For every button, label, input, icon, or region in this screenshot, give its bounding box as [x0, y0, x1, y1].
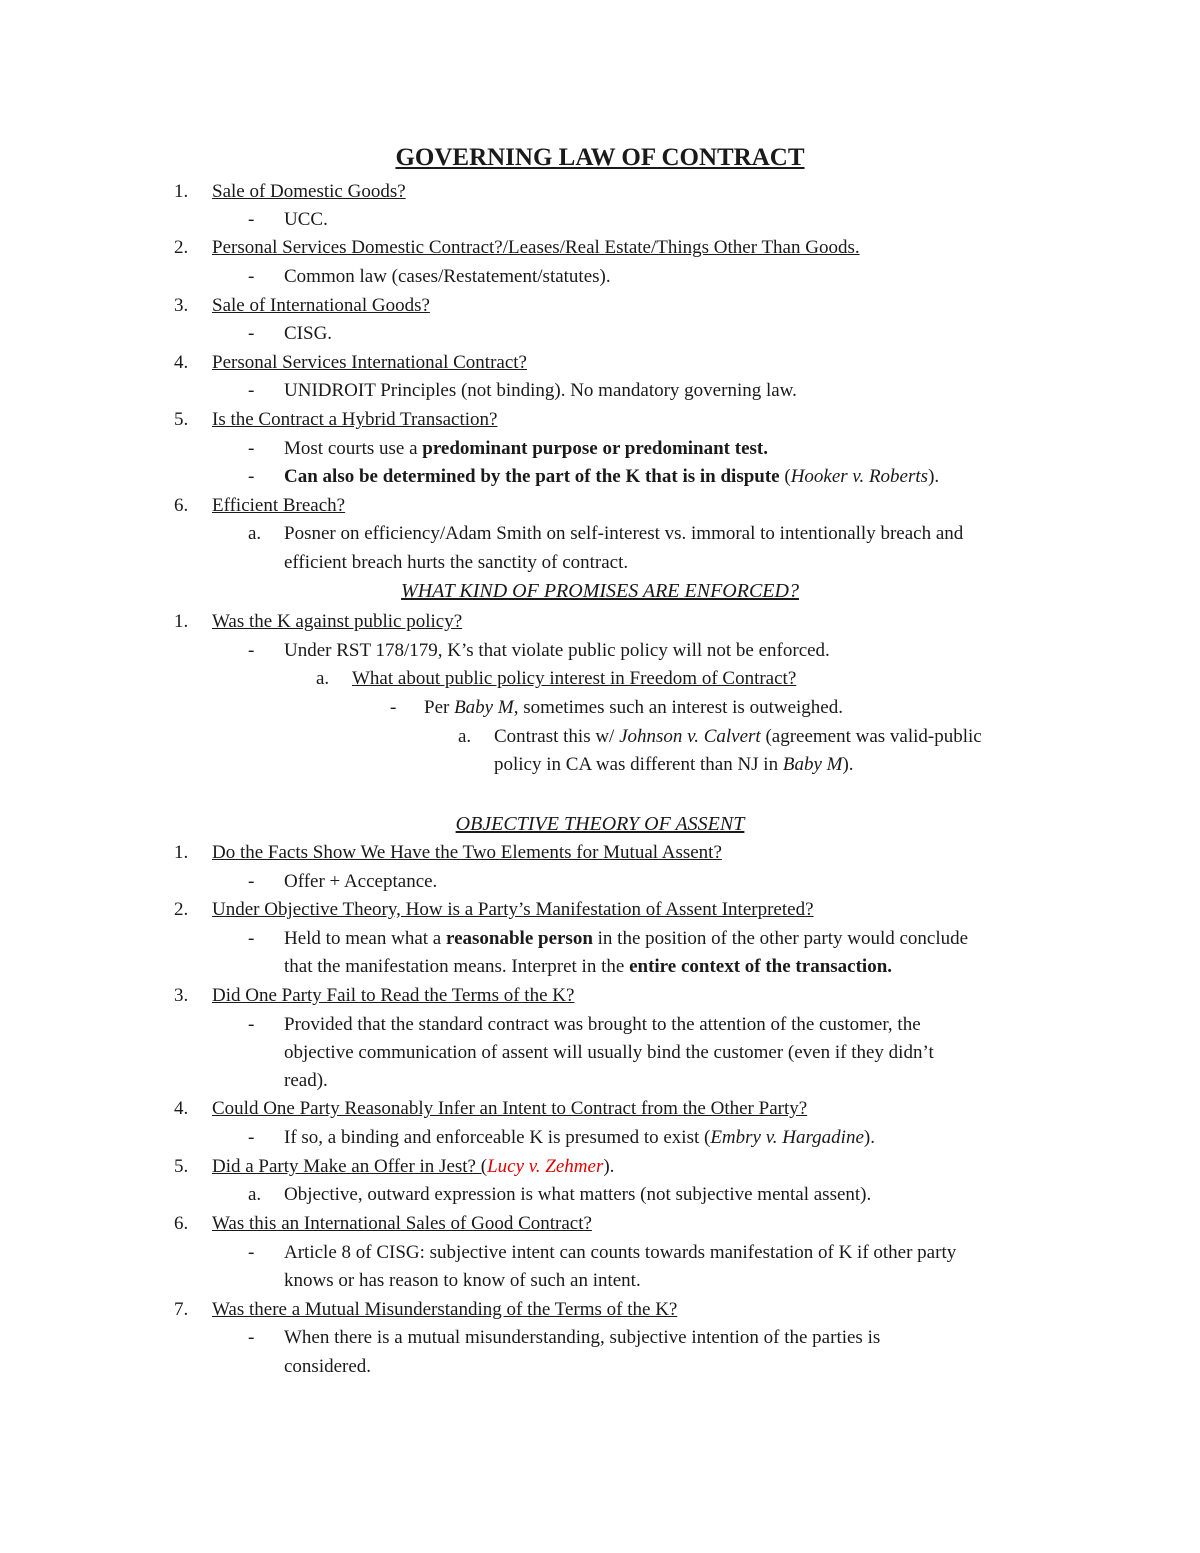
item-number: 7.: [174, 1299, 189, 1320]
question-heading: Did One Party Fail to Read the Terms of the K?: [212, 985, 575, 1006]
bullet-marker: -: [248, 928, 255, 949]
question-heading: Was there a Mutual Misunderstanding of the Terms of the K?: [212, 1299, 678, 1320]
item-number: 6.: [174, 495, 189, 516]
question-heading: Did a Party Make an Offer in Jest? (Lucy v. Zehmer).: [212, 1156, 615, 1177]
subitem-text: UCC.: [284, 209, 328, 230]
question-heading: Do the Facts Show We Have the Two Elements for Mutual Assent?: [212, 842, 722, 863]
subitem-text: Objective, outward expression is what matters (not subjective mental assent).: [284, 1184, 872, 1205]
subitem-text: When there is a mutual misunderstanding, subjective intention of the parties is: [284, 1327, 881, 1348]
bullet-marker: -: [248, 380, 255, 401]
subquestion-heading: What about public policy interest in Freedom of Contract?: [352, 668, 797, 689]
bullet-marker: a.: [248, 523, 262, 544]
bullet-marker: -: [248, 466, 255, 487]
bullet-marker: -: [248, 1127, 255, 1148]
subitem-text: Offer + Acceptance.: [284, 871, 438, 892]
subitem-text: Contrast this w/ Johnson v. Calvert (agreement was valid-public: [494, 726, 982, 747]
bullet-marker: -: [248, 640, 255, 661]
item-number: 1.: [174, 181, 189, 202]
bullet-marker: -: [248, 438, 255, 459]
section-heading: OBJECTIVE THEORY OF ASSENT: [455, 813, 745, 835]
bullet-marker: -: [248, 266, 255, 287]
question-heading: Is the Contract a Hybrid Transaction?: [212, 409, 498, 430]
question-heading: Was the K against public policy?: [212, 611, 463, 632]
case-citation: Baby M: [782, 754, 843, 775]
item-number: 1.: [174, 611, 189, 632]
item-number: 2.: [174, 237, 189, 258]
subitem-text: Common law (cases/Restatement/statutes).: [284, 266, 611, 287]
subitem-text: UNIDROIT Principles (not binding). No mandatory governing law.: [284, 380, 797, 401]
item-number: 3.: [174, 985, 189, 1006]
question-heading: Personal Services Domestic Contract?/Leases/Real Estate/Things Other Than Goods.: [212, 237, 860, 258]
question-heading: Sale of International Goods?: [212, 295, 430, 316]
subitem-text: Provided that the standard contract was brought to the attention of the customer, the: [284, 1014, 921, 1035]
subitem-text: CISG.: [284, 323, 333, 344]
bullet-marker: -: [248, 871, 255, 892]
subitem-text: knows or has reason to know of such an intent.: [284, 1270, 641, 1291]
question-heading: Under Objective Theory, How is a Party’s Manifestation of Assent Interpreted?: [212, 899, 814, 920]
item-letter: a.: [458, 726, 472, 747]
subitem-text: Posner on efficiency/Adam Smith on self-interest vs. immoral to intentionally breach and: [284, 523, 964, 544]
subitem-text: objective communication of assent will usually bind the customer (even if they didn’t: [284, 1042, 934, 1063]
question-heading: Could One Party Reasonably Infer an Intent to Contract from the Other Party?: [212, 1098, 808, 1119]
case-citation: Hooker v. Roberts: [790, 466, 929, 487]
bullet-marker: -: [248, 1327, 255, 1348]
item-number: 3.: [174, 295, 189, 316]
case-citation: Lucy v. Zehmer: [487, 1156, 604, 1177]
question-heading: Sale of Domestic Goods?: [212, 181, 406, 202]
subitem-text: Most courts use a predominant purpose or predominant test.: [284, 438, 768, 459]
case-citation: Baby M: [454, 697, 514, 718]
question-heading: Personal Services International Contract?: [212, 352, 527, 373]
case-citation: Johnson v. Calvert: [619, 726, 761, 747]
item-number: 2.: [174, 899, 189, 920]
case-citation: Embry v. Hargadine: [710, 1127, 864, 1148]
bullet-marker: -: [248, 209, 255, 230]
item-number: 5.: [174, 409, 189, 430]
item-letter: a.: [316, 668, 330, 689]
question-heading: Was this an International Sales of Good Contract?: [212, 1213, 592, 1234]
subitem-text: considered.: [284, 1356, 372, 1377]
question-heading: Efficient Breach?: [212, 495, 346, 516]
subitem-text: Per Baby M, sometimes such an interest is outweighed.: [424, 697, 843, 718]
subitem-text: read).: [284, 1070, 328, 1091]
item-number: 1.: [174, 842, 189, 863]
subitem-text: Under RST 178/179, K’s that violate public policy will not be enforced.: [284, 640, 830, 661]
section-heading: WHAT KIND OF PROMISES ARE ENFORCED?: [401, 580, 799, 602]
page-title: GOVERNING LAW OF CONTRACT: [395, 144, 805, 171]
bullet-marker: -: [248, 1014, 255, 1035]
subitem-text: If so, a binding and enforceable K is presumed to exist (Embry v. Hargadine).: [284, 1127, 875, 1148]
item-number: 4.: [174, 352, 189, 373]
item-number: 4.: [174, 1098, 189, 1119]
subitem-text: that the manifestation means. Interpret in the entire context of the transaction.: [284, 956, 893, 977]
subitem-text: policy in CA was different than NJ in Baby M).: [494, 754, 854, 775]
bullet-marker: -: [390, 697, 397, 718]
subitem-text: Article 8 of CISG: subjective intent can counts towards manifestation of K if other party: [284, 1242, 957, 1263]
subitem-text: Held to mean what a reasonable person in the position of the other party would conclude: [284, 928, 969, 949]
item-letter: a.: [248, 1184, 262, 1205]
bullet-marker: -: [248, 1242, 255, 1263]
item-number: 5.: [174, 1156, 189, 1177]
subitem-text: Can also be determined by the part of the K that is in dispute (Hooker v. Roberts).: [284, 466, 940, 487]
item-number: 6.: [174, 1213, 189, 1234]
bullet-marker: -: [248, 323, 255, 344]
subitem-text: efficient breach hurts the sanctity of contract.: [284, 552, 629, 573]
